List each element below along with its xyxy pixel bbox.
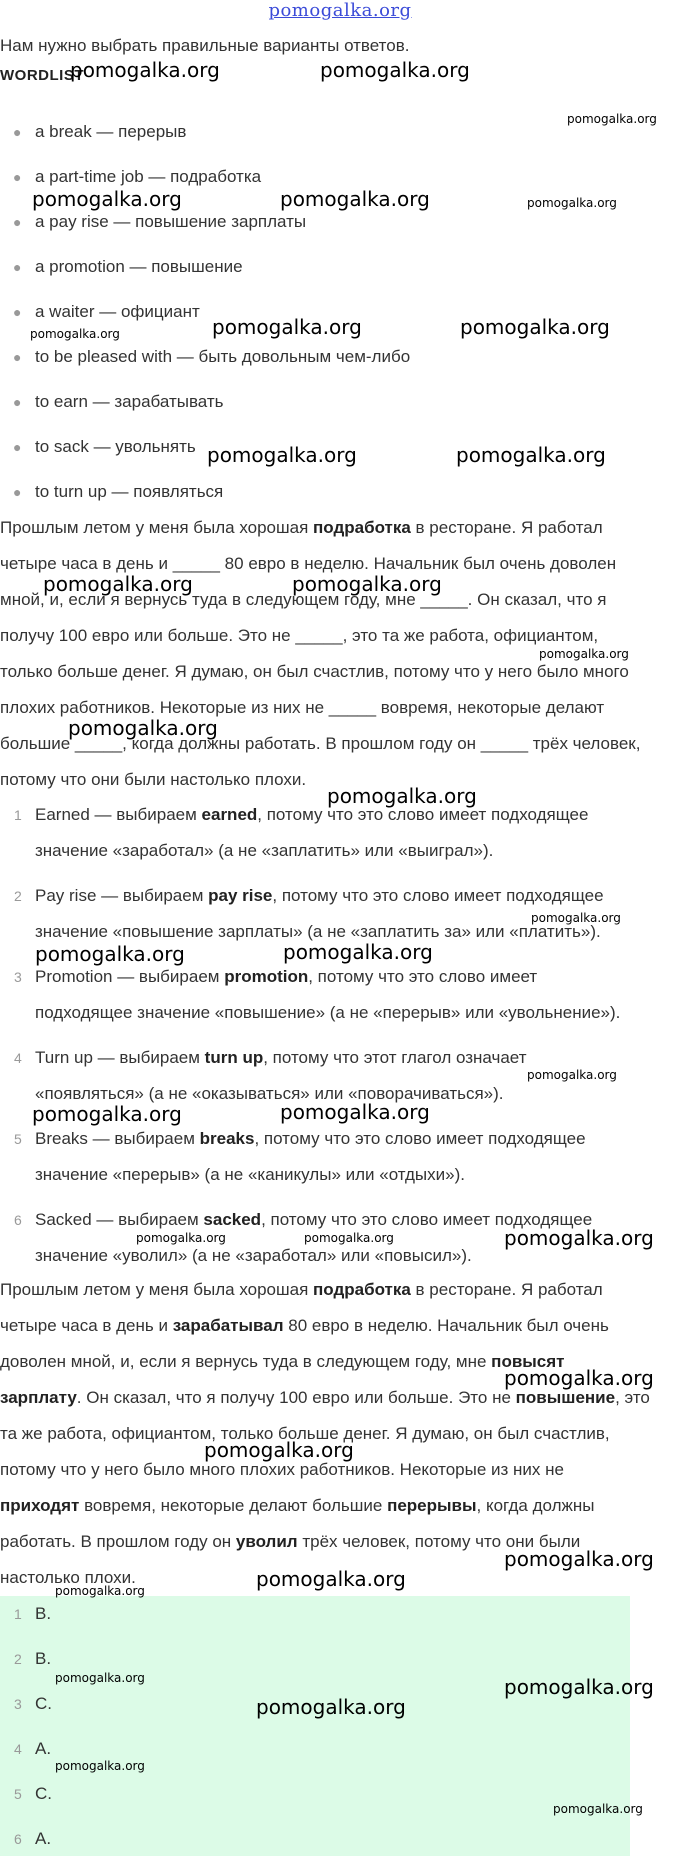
watermark: pomogalka.org bbox=[32, 187, 182, 211]
explanation-item: 1 Earned — выбираем earned, потому что это слово имеет подходящее значение «заработал» (а не «заплатить» или «выиграл»). bbox=[14, 805, 589, 860]
watermark: pomogalka.org bbox=[553, 1802, 643, 1816]
bullet-icon: ● bbox=[13, 304, 22, 320]
intro-text: Нам нужно выбрать правильные варианты ответов. bbox=[0, 36, 410, 55]
answers-panel bbox=[0, 1596, 630, 1856]
answer-item: 5 C. bbox=[14, 1784, 52, 1803]
watermark: pomogalka.org bbox=[567, 112, 657, 126]
bullet-icon: ● bbox=[13, 439, 22, 455]
watermark: pomogalka.org bbox=[256, 1695, 406, 1719]
wordlist-item: ● a part-time job — подработка bbox=[0, 159, 680, 195]
watermark: pomogalka.org bbox=[55, 1584, 145, 1598]
bullet-icon: ● bbox=[13, 484, 22, 500]
answer-item: 6 A. bbox=[14, 1829, 52, 1848]
watermark: pomogalka.org bbox=[204, 1438, 354, 1462]
wordlist-item: ● a break — перерыв bbox=[0, 114, 680, 150]
watermark: pomogalka.org bbox=[327, 784, 477, 808]
watermark: pomogalka.org bbox=[539, 647, 629, 661]
watermark: pomogalka.org bbox=[456, 443, 606, 467]
watermark: pomogalka.org bbox=[320, 58, 470, 82]
watermark: pomogalka.org bbox=[504, 1547, 654, 1571]
bullet-icon: ● bbox=[13, 259, 22, 275]
watermark: pomogalka.org bbox=[32, 1102, 182, 1126]
wordlist-item: ● to earn — зарабатывать bbox=[0, 384, 680, 420]
watermark: pomogalka.org bbox=[504, 1226, 654, 1250]
watermark: pomogalka.org bbox=[280, 187, 430, 211]
watermark: pomogalka.org bbox=[55, 1671, 145, 1685]
watermark: pomogalka.org bbox=[207, 443, 357, 467]
wordlist-item: ● to turn up — появляться bbox=[0, 474, 680, 510]
bullet-icon: ● bbox=[13, 169, 22, 185]
bullet-icon: ● bbox=[13, 349, 22, 365]
task-paragraph: Прошлым летом у меня была хорошая подработка в ресторане. Я работал четыре часа в день и _____ 80 евро в неделю. Начальник был очень доволен мной, и, если я вернусь туда в следующем году, мне _____. Он сказал, что я получу 100 евро или больше. Это не _____, это та же работа, официантом, только больше денег. Я думаю, он был счастлив, потому что у него было много плохих работников. Некоторые из них не _____ вовремя, некоторые делают большие _____, когда должны работать. В прошлом году он _____ трёх человек, потому что они были настолько плохи. bbox=[0, 518, 641, 789]
watermark: pomogalka.org bbox=[292, 572, 442, 596]
watermark: pomogalka.org bbox=[283, 940, 433, 964]
explanation-item: 3 Promotion — выбираем promotion, потому что это слово имеет подходящее значение «повышение» (а не «перерыв» или «увольнение»). bbox=[14, 967, 621, 1022]
bullet-icon: ● bbox=[13, 394, 22, 410]
watermark: pomogalka.org bbox=[136, 1231, 226, 1245]
wordlist-item: ● a pay rise — повышение зарплаты bbox=[0, 204, 680, 240]
watermark: pomogalka.org bbox=[212, 315, 362, 339]
watermark: pomogalka.org bbox=[527, 1068, 617, 1082]
explanation-item: 2 Pay rise — выбираем pay rise, потому что это слово имеет подходящее значение «повышение зарплаты» (а не «заплатить за» или «платить»). bbox=[14, 886, 604, 941]
site-logo[interactable]: pomogalka.org bbox=[268, 0, 412, 21]
wordlist-item: ● to be pleased with — быть довольным чем-либо bbox=[0, 339, 680, 375]
watermark: pomogalka.org bbox=[68, 716, 218, 740]
watermark: pomogalka.org bbox=[70, 58, 220, 82]
answer-item: 3 C. bbox=[14, 1694, 52, 1713]
bullet-icon: ● bbox=[13, 124, 22, 140]
explanation-item: 6 Sacked — выбираем sacked, потому что это слово имеет подходящее значение «уволил» (а не «заработал» или «повысил»). bbox=[14, 1210, 593, 1265]
watermark: pomogalka.org bbox=[30, 327, 120, 341]
answer-item: 1 B. bbox=[14, 1604, 52, 1623]
explanation-item: 4 Turn up — выбираем turn up, потому что этот глагол означает «появляться» (а не «оказываться» или «поворачиваться»). bbox=[14, 1048, 527, 1103]
watermark: pomogalka.org bbox=[55, 1759, 145, 1773]
filled-paragraph: Прошлым летом у меня была хорошая подработка в ресторане. Я работал четыре часа в день и зарабатывал 80 евро в неделю. Начальник был очень доволен мной, и, если я вернусь туда в следующем году, мне повысят зарплату. Он сказал, что я получу 100 евро или больше. Это не повышение, это та же работа, официантом, только больше денег. Я думаю, он был счастлив, потому что у него было много плохих работников. Некоторые из них не приходят вовремя, некоторые делают большие перерывы, когда должны работать. В прошлом году он уволил трёх человек, потому что они были настолько плохи. bbox=[0, 1280, 650, 1587]
watermark: pomogalka.org bbox=[531, 911, 621, 925]
answer-item: 2 B. bbox=[14, 1649, 52, 1668]
bullet-icon: ● bbox=[13, 214, 22, 230]
explanation-item: 5 Breaks — выбираем breaks, потому что это слово имеет подходящее значение «перерыв» (а не «каникулы» или «отдыхи»). bbox=[14, 1129, 586, 1184]
watermark: pomogalka.org bbox=[527, 196, 617, 210]
wordlist-item: ● a promotion — повышение bbox=[0, 249, 680, 285]
watermark: pomogalka.org bbox=[504, 1366, 654, 1390]
answer-item: 4 A. bbox=[14, 1739, 52, 1758]
watermark: pomogalka.org bbox=[304, 1231, 394, 1245]
wordlist-title: WORDLIST bbox=[0, 67, 84, 84]
watermark: pomogalka.org bbox=[280, 1100, 430, 1124]
watermark: pomogalka.org bbox=[504, 1675, 654, 1699]
wordlist-item: ● a waiter — официант bbox=[0, 294, 680, 330]
watermark: pomogalka.org bbox=[460, 315, 610, 339]
wordlist-item: ● to sack — увольнять bbox=[0, 429, 680, 465]
watermark: pomogalka.org bbox=[35, 942, 185, 966]
watermark: pomogalka.org bbox=[256, 1567, 406, 1591]
watermark: pomogalka.org bbox=[43, 572, 193, 596]
